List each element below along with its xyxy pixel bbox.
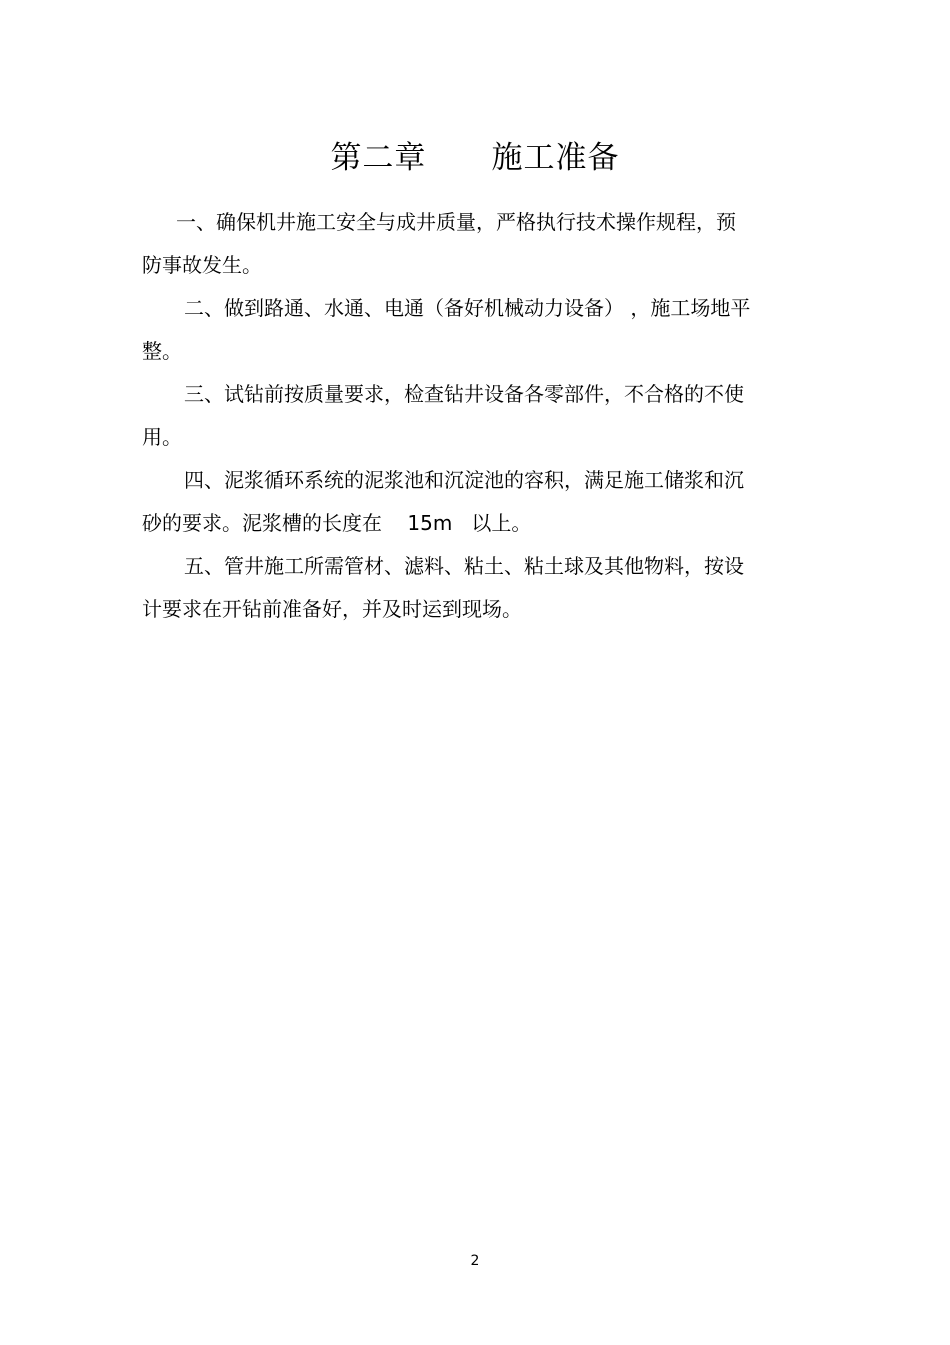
paragraph-1 bbox=[142, 201, 778, 287]
paragraph-4 bbox=[142, 459, 778, 545]
paragraph-line: 用。 bbox=[142, 425, 182, 449]
page-number: 2 bbox=[470, 1253, 480, 1269]
paragraph-line: 五、管井施工所需管材、滤料、粘土、粘土球及其他物料，按设 bbox=[184, 554, 744, 578]
paragraph-line: 三、试钻前按质量要求，检查钻井设备各零部件，不合格的不使 bbox=[184, 382, 744, 406]
paragraph-2 bbox=[142, 287, 778, 373]
paragraph-line: 防事故发生。 bbox=[142, 253, 262, 277]
paragraph-line: 四、泥浆循环系统的泥浆池和沉淀池的容积，满足施工储浆和沉 bbox=[184, 468, 744, 492]
paragraph-line: 一、确保机井施工安全与成井质量，严格执行技术操作规程，预 bbox=[176, 210, 736, 234]
paragraph-line: 砂的要求。泥浆槽的长度在 15m 以上。 bbox=[142, 511, 532, 535]
paragraph-line: 整。 bbox=[142, 339, 182, 363]
chapter-title: 第二章 施工准备 bbox=[330, 140, 620, 176]
paragraph-line: 计要求在开钻前准备好，并及时运到现场。 bbox=[142, 597, 522, 621]
paragraph-5 bbox=[142, 545, 778, 631]
document-body bbox=[142, 201, 778, 631]
paragraph-line: 二、做到路通、水通、电通（备好机械动力设备） ，施工场地平 bbox=[184, 296, 751, 320]
paragraph-3 bbox=[142, 373, 778, 459]
